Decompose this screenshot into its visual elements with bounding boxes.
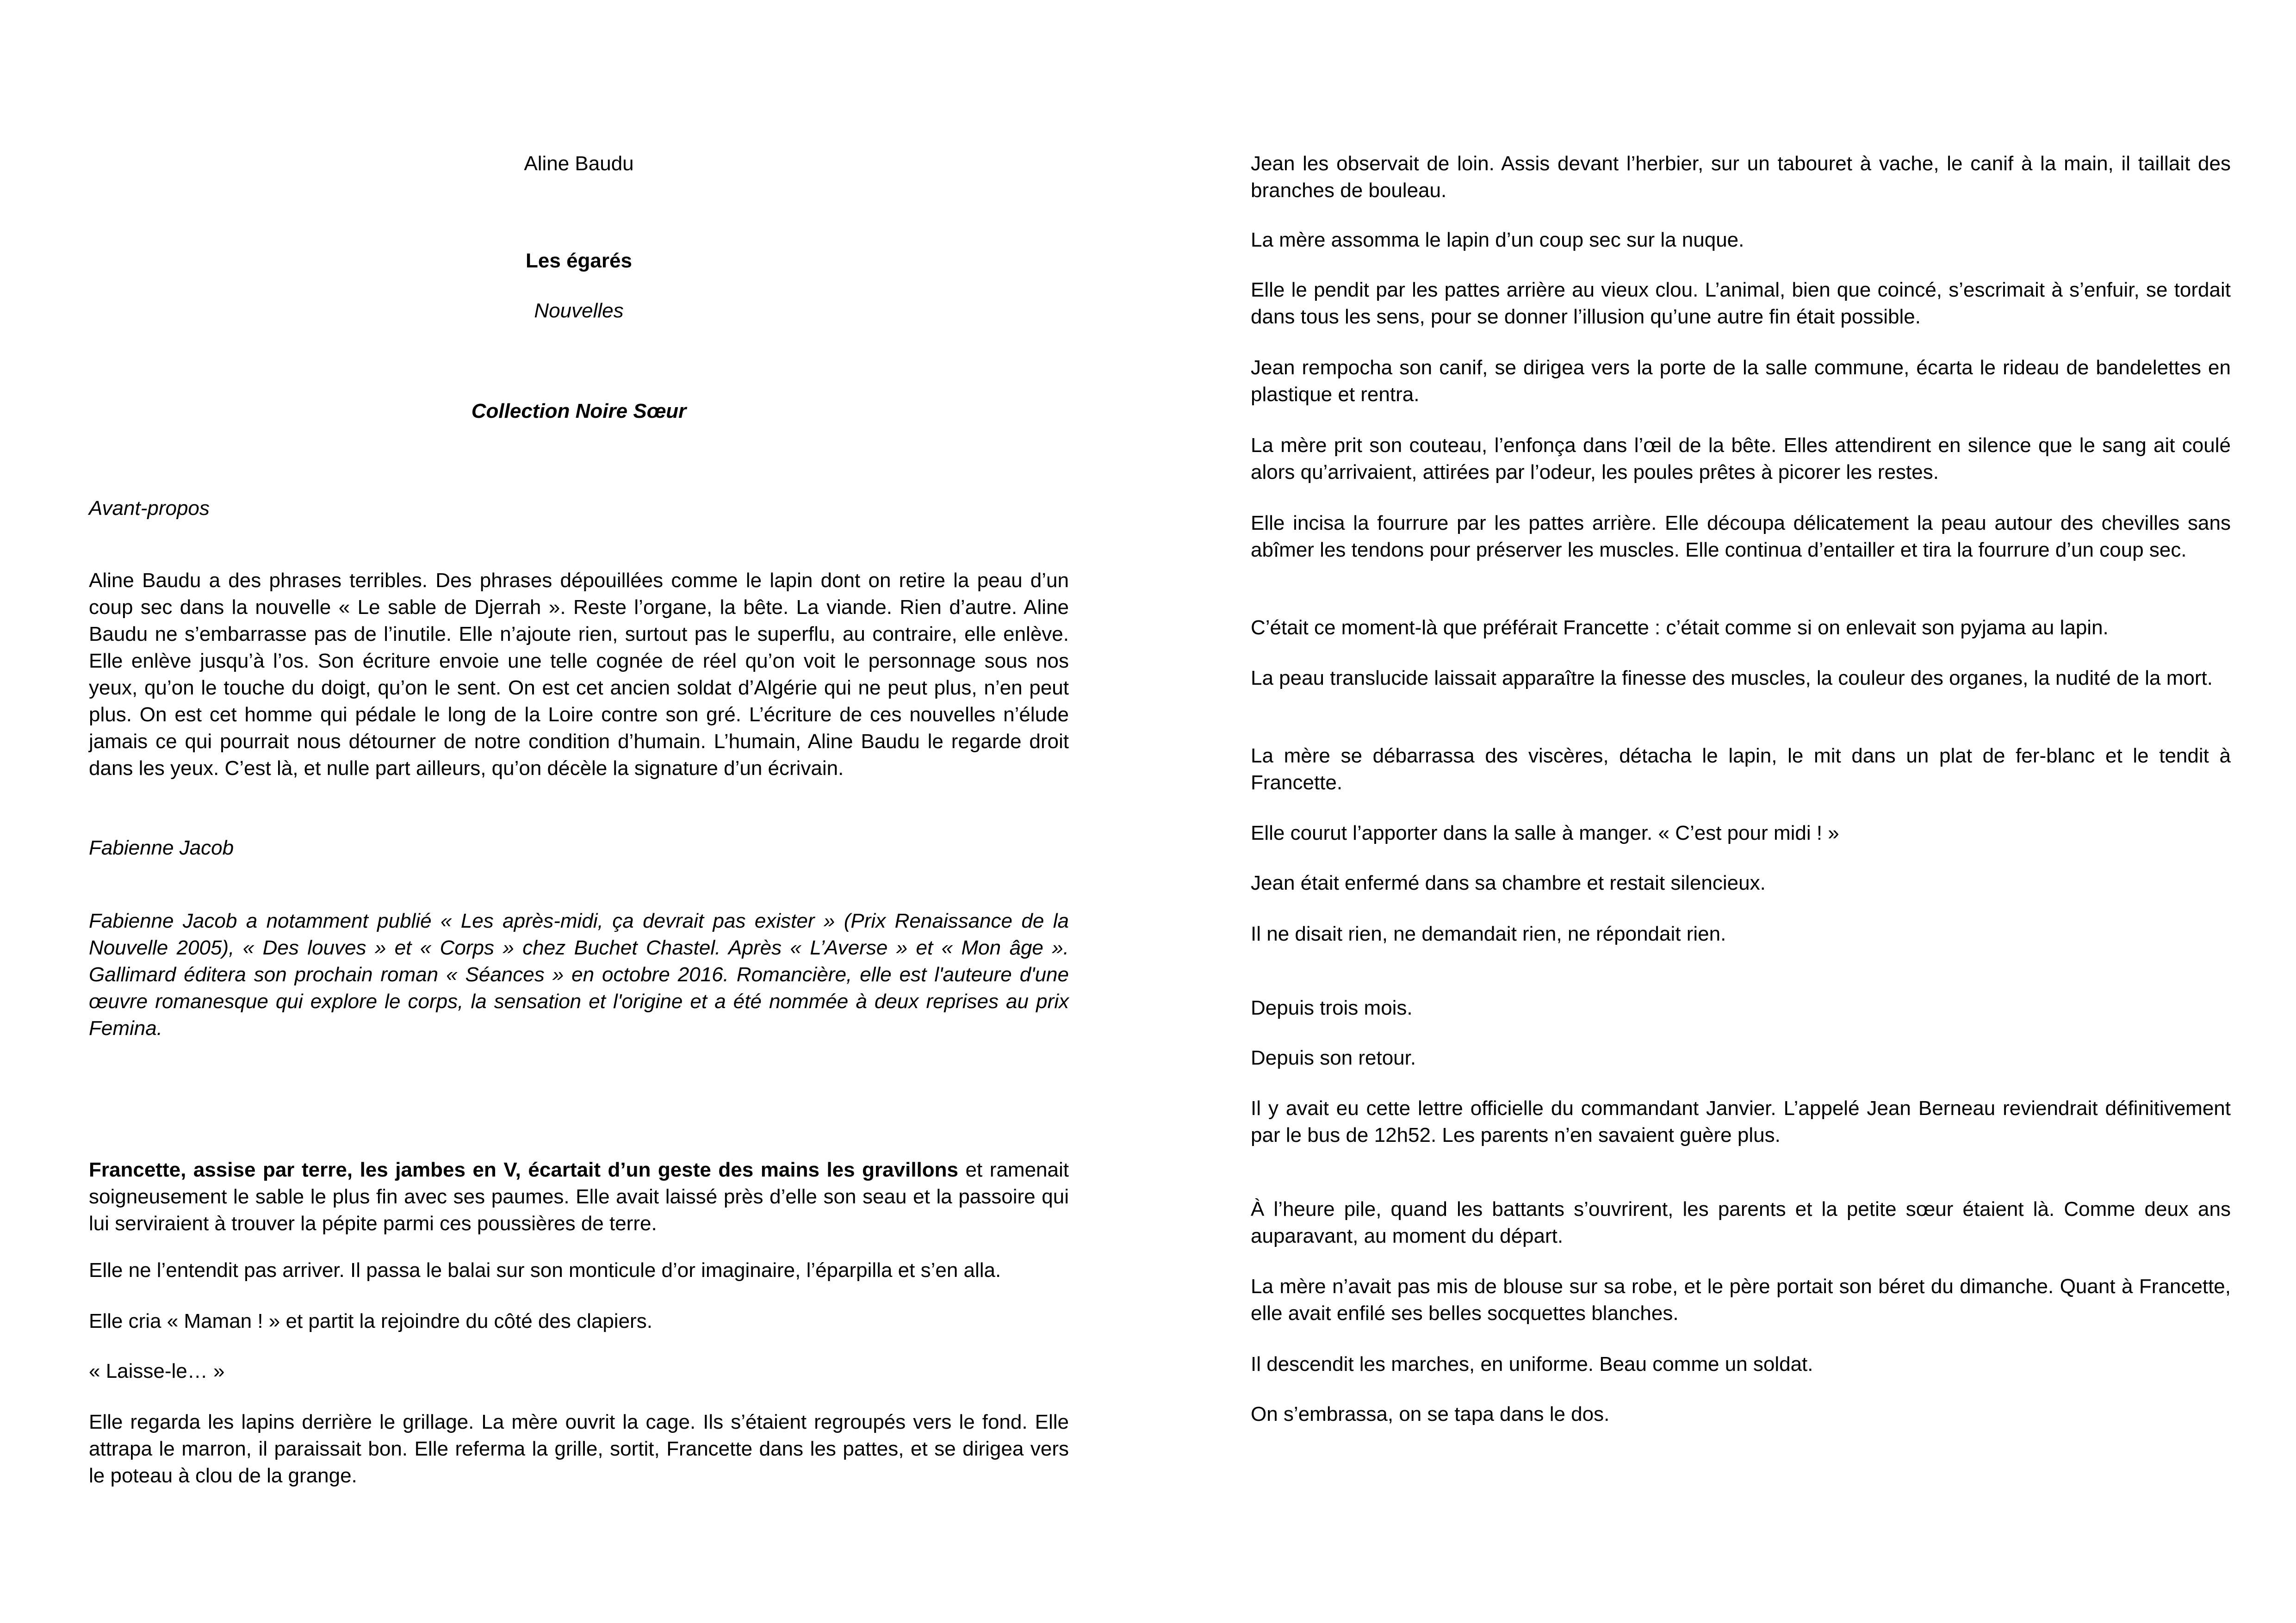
book-subtitle: Nouvelles [534,299,624,322]
foreword-text: Aline Baudu a des phrases terribles. Des phrases dépouillées comme le lapin dont on retire la peau d’un coup sec dans la nouvelle « Le sable de Djerrah ». Reste l’organe, la bête. La viande. Rien d’autre. Aline Baudu ne s’embarrasse pas de l’inutile. Elle n’ajoute rien, surtout pas le superflu, au contraire, elle enlève. Elle enlève jusqu’à l’os. Son écriture envoie une telle cognée de réel qu’on voit le personnage sous nos yeux, qu’on le touche du doigt, qu’on le sent. On est cet ancien soldat d’Algérie qui ne peut plus, n’en peut plus. On est cet homme qui pédale le long de la Loire contre son gré. L’écriture de ces nouvelles n’élude jamais ce qui pourrait nous détourner de notre condition d’humain. L’humain, Aline Baudu le regarde droit dans les yeux. C’est là, et nulle part ailleurs, qu’on décèle la signature d’un écrivain. [89,569,1069,780]
story-paragraph: La mère prit son couteau, l’enfonça dans l’œil de la bête. Elles attendirent en silence que le sang ait coulé alors qu’arrivaient, attirées par l’odeur, les poules prêtes à picorer les restes. [1251,434,2231,483]
story-paragraph: Depuis son retour. [1251,1047,1416,1069]
foreword-signature: Fabienne Jacob [89,836,234,859]
story-paragraph: « Laisse-le… » [89,1360,225,1382]
story-paragraph: Elle le pendit par les pattes arrière au vieux clou. L’animal, bien que coincé, s’escrimait à s’enfuir, se tordait dans tous les sens, pour se donner l’illusion qu’une autre fin était possible. [1251,279,2231,328]
story-paragraph: Jean était enfermé dans sa chambre et restait silencieux. [1251,872,1766,894]
story-paragraph: C’était ce moment-là que préférait Francette : c’était comme si on enlevait son pyjama au lapin. [1251,616,2109,639]
story-paragraph: Elle regarda les lapins derrière le grillage. La mère ouvrit la cage. Ils s’étaient regroupés vers le fond. Elle attrapa le marron, il paraissait bon. Elle referma la grille, sortit, Francette dans les pattes, et se dirigea vers le poteau à clou de la grange. [89,1411,1069,1487]
foreword-heading: Avant-propos [89,497,210,520]
foreword-author-bio: Fabienne Jacob a notamment publié « Les après-midi, ça devrait pas exister » (Prix Renaissance de la Nouvelle 2005), « Des louves » et « Corps » chez Buchet Chastel. Après « L’Averse » et « Mon âge ». Gallimard éditera son prochain roman « Séances » en octobre 2016. Romancière, elle est l'auteure d'une œuvre romanesque qui explore le corps, la sensation et l'origine et a été nommée à deux reprises au prix Femina. [89,910,1069,1040]
story-paragraph: On s’embrassa, on se tapa dans le dos. [1251,1403,1610,1425]
story-paragraph: La peau translucide laissait apparaître la finesse des muscles, la couleur des organes, la nudité de la mort. [1251,667,2213,689]
collection-name: Collection Noire Sœur [471,400,687,422]
story-paragraph: Elle ne l’entendit pas arriver. Il passa le balai sur son monticule d’or imaginaire, l’éparpilla et s’en alla. [89,1259,1001,1282]
book-title: Les égarés [526,249,632,272]
story-paragraph: Depuis trois mois. [1251,997,1413,1019]
story-paragraph: Elle incisa la fourrure par les pattes arrière. Elle découpa délicatement la peau autour des chevilles sans abîmer les tendons pour préserver les muscles. Elle continua d’entailler et tira la fourrure d’un coup sec. [1251,512,2231,561]
story-paragraph: Elle cria « Maman ! » et partit la rejoindre du côté des clapiers. [89,1310,652,1332]
story-paragraph: Il descendit les marches, en uniforme. Beau comme un soldat. [1251,1353,1813,1375]
author-name: Aline Baudu [524,152,634,175]
story-opening-bold: Francette, assise par terre, les jambes en V, écartait d’un geste des mains les gravillons [89,1158,959,1181]
story-paragraph: À l’heure pile, quand les battants s’ouvrirent, les parents et la petite sœur étaient là. Comme deux ans auparavant, au moment du départ. [1251,1198,2231,1247]
story-paragraph: La mère se débarrassa des viscères, détacha le lapin, le mit dans un plat de fer-blanc et le tendit à Francette. [1251,744,2231,794]
story-opening-paragraph [89,1157,1069,1237]
story-paragraph: Elle courut l’apporter dans la salle à manger. « C’est pour midi ! » [1251,822,1839,844]
story-paragraph: Jean rempocha son canif, se dirigea vers la porte de la salle commune, écarta le rideau de bandelettes en plastique et rentra. [1251,356,2231,406]
story-opening-rest: et ramenait soigneusement le sable le plus fin avec ses paumes. Elle avait laissé près d’elle son seau et la passoire qui lui serviraient à trouver la pépite parmi ces poussières de terre. [89,1158,1069,1235]
story-paragraph: Il ne disait rien, ne demandait rien, ne répondait rien. [1251,923,1726,945]
story-paragraph: La mère assomma le lapin d’un coup sec sur la nuque. [1251,229,1744,251]
story-paragraph: La mère n’avait pas mis de blouse sur sa robe, et le père portait son béret du dimanche. Quant à Francette, elle avait enfilé ses belles socquettes blanches. [1251,1275,2231,1325]
story-paragraph: Jean les observait de loin. Assis devant l’herbier, sur un tabouret à vache, le canif à la main, il taillait des branches de bouleau. [1251,152,2231,202]
right-page [1148,0,2296,1623]
story-paragraph: Il y avait eu cette lettre officielle du commandant Janvier. L’appelé Jean Berneau reviendrait définitivement par le bus de 12h52. Les parents n’en savaient guère plus. [1251,1097,2231,1146]
